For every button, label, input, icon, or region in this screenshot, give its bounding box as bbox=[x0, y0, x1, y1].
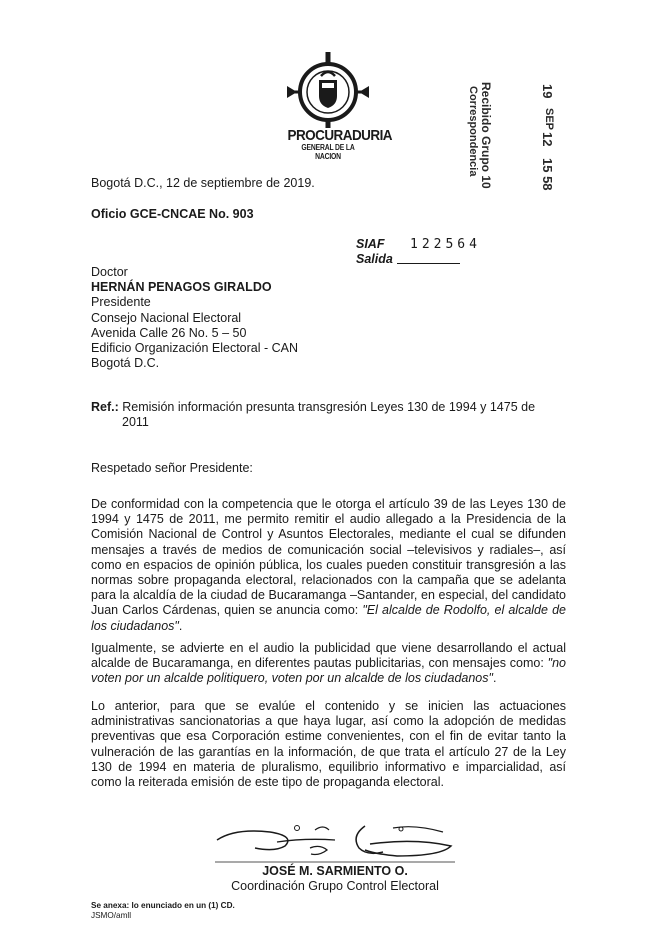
recipient-entity: Consejo Nacional Electoral bbox=[91, 310, 242, 325]
reception-stamp bbox=[455, 82, 580, 207]
stamp-hour: 12 bbox=[540, 132, 555, 147]
ref-text: Remisión información presunta transgresión Leyes 130 de 1994 y 1475 de bbox=[122, 400, 536, 414]
signer-name: JOSÉ M. SARMIENTO O. bbox=[262, 864, 408, 878]
paragraph-1 bbox=[91, 497, 566, 634]
handwritten-signature bbox=[215, 818, 455, 864]
paragraph-1-text: De conformidad con la competencia que le otorga el artículo 39 de las Leyes 130 de 1994 y 1475 de 2011, me permito remitir el audio allegado a la Presidencia de la Comisión Nacional de Control y Asuntos Electorales, mediante el cual se difunden mensajes a través de medios de comunicación social –televisivos y radiales–, así como en espacios de opinión pública, los cuales pueden constituir transgresión a las normas sobre propaganda electoral, relacionados con la campaña que se adelanta para la alcaldía de la ciudad de Bucaramanga –Santander, en especial, del candidato Juan Carlos Cárdenas, quien se anuncia como: bbox=[91, 497, 566, 618]
org-subtitle: GENERAL DE LA NACION bbox=[301, 143, 355, 161]
ref-label: Ref.: bbox=[91, 400, 119, 414]
stamp-time: 15 58 bbox=[540, 158, 555, 191]
paragraph-1-quote: "El alcalde de Rodolfo, el alcalde de los ciudadanos" bbox=[91, 603, 566, 633]
stamp-received: Recibido Grupo 10 bbox=[479, 82, 493, 189]
recipient-title: Doctor bbox=[91, 265, 128, 279]
paragraph-1-end: . bbox=[178, 618, 183, 633]
paragraph-2-quote: "no voten por un alcalde politiquero, voten por un alcalde de los ciudadanos" bbox=[91, 656, 566, 686]
oficio-number: Oficio GCE-CNCAE No. 903 bbox=[91, 207, 254, 221]
recipient-block bbox=[91, 265, 298, 371]
signer-block bbox=[215, 864, 455, 894]
procuraduria-logo bbox=[283, 50, 393, 161]
recipient-role: Presidente bbox=[91, 295, 151, 310]
reference bbox=[91, 400, 561, 430]
ref-text-continued: 2011 bbox=[122, 415, 149, 430]
recipient-city: Bogotá D.C. bbox=[91, 356, 160, 371]
annex-text: Se anexa: lo enunciado en un (1) CD. bbox=[91, 901, 235, 910]
recipient-building: Edificio Organización Electoral - CAN bbox=[91, 341, 299, 356]
paragraph-3: Lo anterior, para que se evalúe el contenido y se inicien las actuaciones administrativas sancionatorias a que haya lugar, así como la adopción de medidas preventivas que esa Corporación estime convenientes, con el fin de evitar tanto la vulneración de las garantías en la información, de que trata el artículo 27 de la Ley 130 de 1994 en materia de pluralismo, equilibrio informativo e imparcialidad, así como la reiterada emisión de este tipo de propaganda electoral. bbox=[91, 699, 566, 790]
siaf-label: SIAF bbox=[356, 237, 385, 251]
paragraph-2 bbox=[91, 641, 566, 687]
initials: JSMO/amll bbox=[91, 911, 132, 920]
recipient-address: Avenida Calle 26 No. 5 – 50 bbox=[91, 325, 247, 340]
shield-emblem-icon bbox=[283, 50, 373, 128]
salida-label: Salida bbox=[356, 252, 393, 266]
paragraph-2-end: . bbox=[492, 671, 497, 686]
annex-note bbox=[91, 901, 235, 921]
org-name: PROCURADURIA bbox=[287, 127, 393, 144]
stamp-correspondence: Correspondencia bbox=[467, 86, 479, 177]
salida-underline bbox=[397, 263, 460, 264]
recipient-name: HERNÁN PENAGOS GIRALDO bbox=[91, 280, 272, 295]
letter-date: Bogotá D.C., 12 de septiembre de 2019. bbox=[91, 176, 315, 190]
stamp-month: SEP bbox=[543, 108, 555, 131]
paragraph-2-text: Igualmente, se advierte en el audio la publicidad que viene desarrollando el actual alcalde de Bucaramanga, en diferentes pautas publicitarias, con mensajes como: bbox=[91, 641, 566, 671]
siaf-number: 122564 bbox=[410, 237, 481, 252]
signer-role: Coordinación Grupo Control Electoral bbox=[231, 879, 439, 894]
stamp-day: 19 bbox=[540, 84, 555, 99]
greeting: Respetado señor Presidente: bbox=[91, 461, 253, 475]
